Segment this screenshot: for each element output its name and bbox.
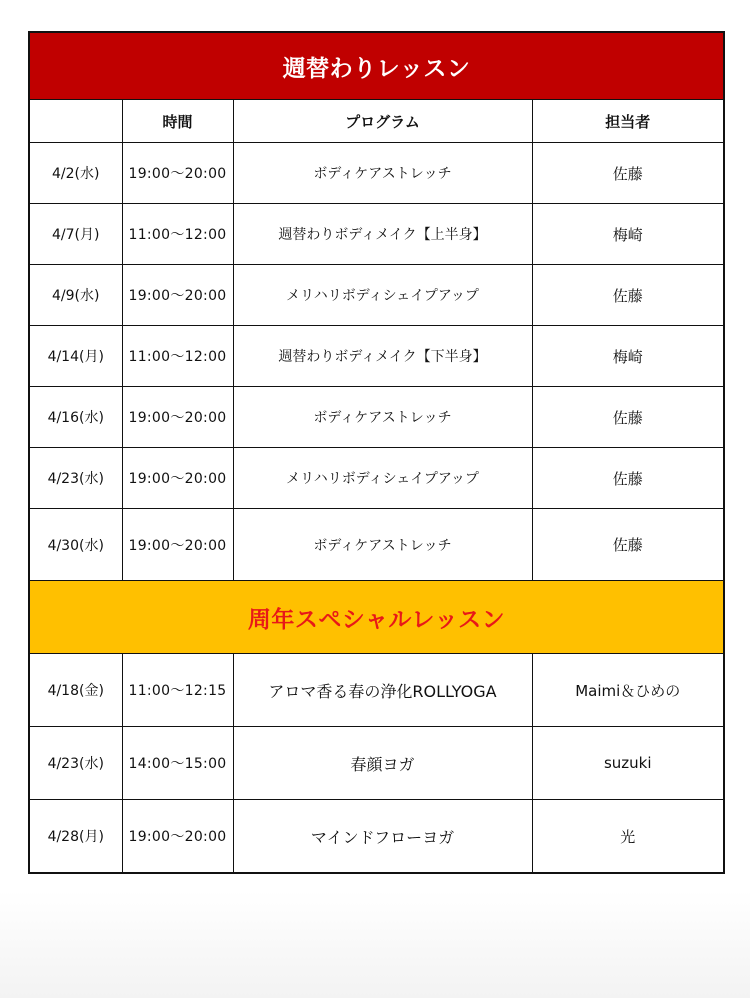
lesson-time: 19:00〜20:00: [122, 387, 233, 448]
lesson-program: 週替わりボディメイク【下半身】: [233, 326, 532, 387]
weekly-lesson-row: [29, 448, 724, 509]
lesson-staff: 佐藤: [532, 143, 724, 204]
special-lesson-row: [29, 727, 724, 800]
weekly-lesson-row: [29, 143, 724, 204]
column-header-row: [29, 100, 724, 143]
special-lesson-row: [29, 800, 724, 874]
lesson-staff: 光: [532, 800, 724, 874]
lesson-date: 4/28(月): [29, 800, 122, 874]
lesson-program: ボディケアストレッチ: [233, 509, 532, 581]
weekly-lesson-row: [29, 387, 724, 448]
weekly-lesson-row: [29, 326, 724, 387]
lesson-program: ボディケアストレッチ: [233, 143, 532, 204]
lesson-date: 4/9(水): [29, 265, 122, 326]
lesson-time: 19:00〜20:00: [122, 265, 233, 326]
lesson-time: 19:00〜20:00: [122, 509, 233, 581]
lesson-date: 4/16(水): [29, 387, 122, 448]
special-section-banner: [29, 581, 724, 654]
lesson-time: 11:00〜12:00: [122, 326, 233, 387]
lesson-staff: Maimi＆ひめの: [532, 654, 724, 727]
weekly-section-title: 週替わりレッスン: [29, 32, 724, 100]
lesson-date: 4/23(水): [29, 727, 122, 800]
lesson-program: 週替わりボディメイク【上半身】: [233, 204, 532, 265]
lesson-staff: 佐藤: [532, 448, 724, 509]
lesson-staff: 梅崎: [532, 204, 724, 265]
lesson-date: 4/23(水): [29, 448, 122, 509]
lesson-staff: suzuki: [532, 727, 724, 800]
lesson-date: 4/2(水): [29, 143, 122, 204]
lesson-time: 19:00〜20:00: [122, 800, 233, 874]
lesson-program: ボディケアストレッチ: [233, 387, 532, 448]
lesson-date: 4/14(月): [29, 326, 122, 387]
header-date: [29, 100, 122, 143]
weekly-section-banner: [29, 32, 724, 100]
lesson-time: 19:00〜20:00: [122, 448, 233, 509]
lesson-date: 4/18(金): [29, 654, 122, 727]
lesson-program: メリハリボディシェイプアップ: [233, 448, 532, 509]
weekly-lesson-row: [29, 204, 724, 265]
lesson-program: メリハリボディシェイプアップ: [233, 265, 532, 326]
lesson-staff: 梅崎: [532, 326, 724, 387]
lesson-program: マインドフローヨガ: [233, 800, 532, 874]
lesson-date: 4/7(月): [29, 204, 122, 265]
header-time: 時間: [122, 100, 233, 143]
weekly-lesson-row: [29, 265, 724, 326]
lesson-staff: 佐藤: [532, 509, 724, 581]
lesson-time: 14:00〜15:00: [122, 727, 233, 800]
lesson-program: 春顔ヨガ: [233, 727, 532, 800]
lesson-program: アロマ香る春の浄化ROLLYOGA: [233, 654, 532, 727]
lesson-staff: 佐藤: [532, 265, 724, 326]
lesson-time: 19:00〜20:00: [122, 143, 233, 204]
header-program: プログラム: [233, 100, 532, 143]
lesson-time: 11:00〜12:00: [122, 204, 233, 265]
lesson-date: 4/30(水): [29, 509, 122, 581]
lesson-schedule-table: [28, 31, 725, 874]
lesson-staff: 佐藤: [532, 387, 724, 448]
lesson-time: 11:00〜12:15: [122, 654, 233, 727]
header-staff: 担当者: [532, 100, 724, 143]
special-lesson-row: [29, 654, 724, 727]
weekly-lesson-row: [29, 509, 724, 581]
special-section-title: 周年スペシャルレッスン: [29, 581, 724, 654]
